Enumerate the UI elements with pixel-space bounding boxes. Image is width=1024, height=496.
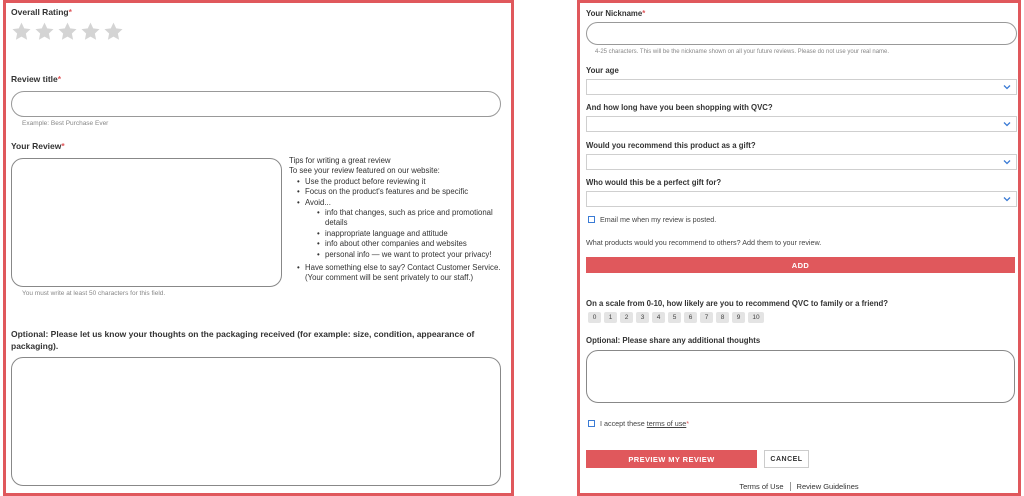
avoid-item: • personal info — we want to protect your privacy! xyxy=(317,250,514,260)
nps-question: On a scale from 0-10, how likely are you to recommend QVC to family or a friend? xyxy=(586,299,888,308)
nps-option-6[interactable]: 6 xyxy=(684,312,697,323)
footer-links xyxy=(580,482,1018,491)
email-checkbox[interactable] xyxy=(588,216,595,223)
review-form-left-panel xyxy=(3,0,514,496)
tip-item: • Have something else to say? Contact Customer Service. (Your comment will be sent privately to our staff.) xyxy=(297,263,514,284)
star-icon[interactable] xyxy=(80,21,101,42)
nps-option-4[interactable]: 4 xyxy=(652,312,665,323)
your-review-label: Your Review* xyxy=(11,141,65,151)
nps-option-3[interactable]: 3 xyxy=(636,312,649,323)
tip-item: • Avoid... • info that changes, such as price and promotional details • inappropriate language and attitude • info about other companies and websites • personal info — we want to protect your privacy! xyxy=(297,198,514,260)
tips-avoid-list xyxy=(305,208,514,260)
terms-of-use-link[interactable]: terms of use xyxy=(646,419,687,428)
star-icon[interactable] xyxy=(34,21,55,42)
tips-list xyxy=(289,177,514,284)
star-icon[interactable] xyxy=(57,21,78,42)
chevron-down-icon xyxy=(1002,119,1012,129)
gift-for-select[interactable] xyxy=(586,191,1017,207)
tips-subheading: To see your review featured on our website: xyxy=(289,166,440,176)
nps-option-2[interactable]: 2 xyxy=(620,312,633,323)
chevron-down-icon xyxy=(1002,82,1012,92)
footer-divider xyxy=(790,482,791,491)
age-select[interactable] xyxy=(586,79,1017,95)
shopping-duration-label: And how long have you been shopping with QVC? xyxy=(586,103,773,112)
tip-item: • Use the product before reviewing it xyxy=(297,177,514,187)
add-button[interactable]: ADD xyxy=(586,257,1015,273)
tips-heading: Tips for writing a great review xyxy=(289,156,391,165)
additional-thoughts-textarea[interactable] xyxy=(586,350,1015,403)
nickname-input[interactable] xyxy=(586,22,1017,45)
nickname-hint: 4-25 characters. This will be the nickname shown on all your future reviews. Please do not use your real name. xyxy=(595,49,890,55)
nps-option-5[interactable]: 5 xyxy=(668,312,681,323)
review-min-hint: You must write at least 50 characters for this field. xyxy=(22,290,166,297)
age-label: Your age xyxy=(586,66,619,75)
accept-terms-label: I accept these terms of use* xyxy=(600,419,690,428)
accept-terms-checkbox[interactable] xyxy=(588,420,595,427)
review-title-input[interactable] xyxy=(11,91,501,117)
chevron-down-icon xyxy=(1002,157,1012,167)
preview-review-button[interactable]: PREVIEW MY REVIEW xyxy=(586,450,757,468)
nps-option-7[interactable]: 7 xyxy=(700,312,713,323)
tip-item: • Focus on the product's features and be specific xyxy=(297,187,514,197)
gift-recommend-select[interactable] xyxy=(586,154,1017,170)
nickname-label: Your Nickname* xyxy=(586,9,646,18)
gift-for-label: Who would this be a perfect gift for? xyxy=(586,178,722,187)
avoid-item: • inappropriate language and attitude xyxy=(317,229,514,239)
footer-guidelines-link[interactable]: Review Guidelines xyxy=(796,482,859,491)
overall-rating-label: Overall Rating* xyxy=(11,7,72,17)
footer-terms-link[interactable]: Terms of Use xyxy=(739,482,784,491)
shopping-duration-select[interactable] xyxy=(586,116,1017,132)
review-title-hint: Example: Best Purchase Ever xyxy=(22,120,109,127)
nps-scale xyxy=(588,312,764,323)
review-title-label: Review title* xyxy=(11,74,62,84)
avoid-item: • info about other companies and websites xyxy=(317,239,514,249)
packaging-textarea[interactable] xyxy=(11,357,501,486)
nps-option-9[interactable]: 9 xyxy=(732,312,745,323)
nps-option-1[interactable]: 1 xyxy=(604,312,617,323)
email-checkbox-label: Email me when my review is posted. xyxy=(600,215,717,224)
packaging-label: Optional: Please let us know your thoughts on the packaging received (for example: size, condition, appearance of packaging). xyxy=(11,329,475,351)
nps-option-10[interactable]: 10 xyxy=(748,312,764,323)
additional-thoughts-label: Optional: Please share any additional thoughts xyxy=(586,336,761,345)
star-icon[interactable] xyxy=(103,21,124,42)
recommend-products-prompt: What products would you recommend to others? Add them to your review. xyxy=(586,238,822,247)
nps-option-8[interactable]: 8 xyxy=(716,312,729,323)
star-icon[interactable] xyxy=(11,21,32,42)
gift-recommend-label: Would you recommend this product as a gift? xyxy=(586,141,756,150)
review-tips xyxy=(289,156,514,284)
avoid-item: • info that changes, such as price and promotional details xyxy=(317,208,514,229)
nps-option-0[interactable]: 0 xyxy=(588,312,601,323)
chevron-down-icon xyxy=(1002,194,1012,204)
star-rating[interactable] xyxy=(11,21,124,42)
cancel-button[interactable]: CANCEL xyxy=(764,450,809,468)
your-review-textarea[interactable] xyxy=(11,158,282,287)
review-form-right-panel xyxy=(577,0,1021,496)
